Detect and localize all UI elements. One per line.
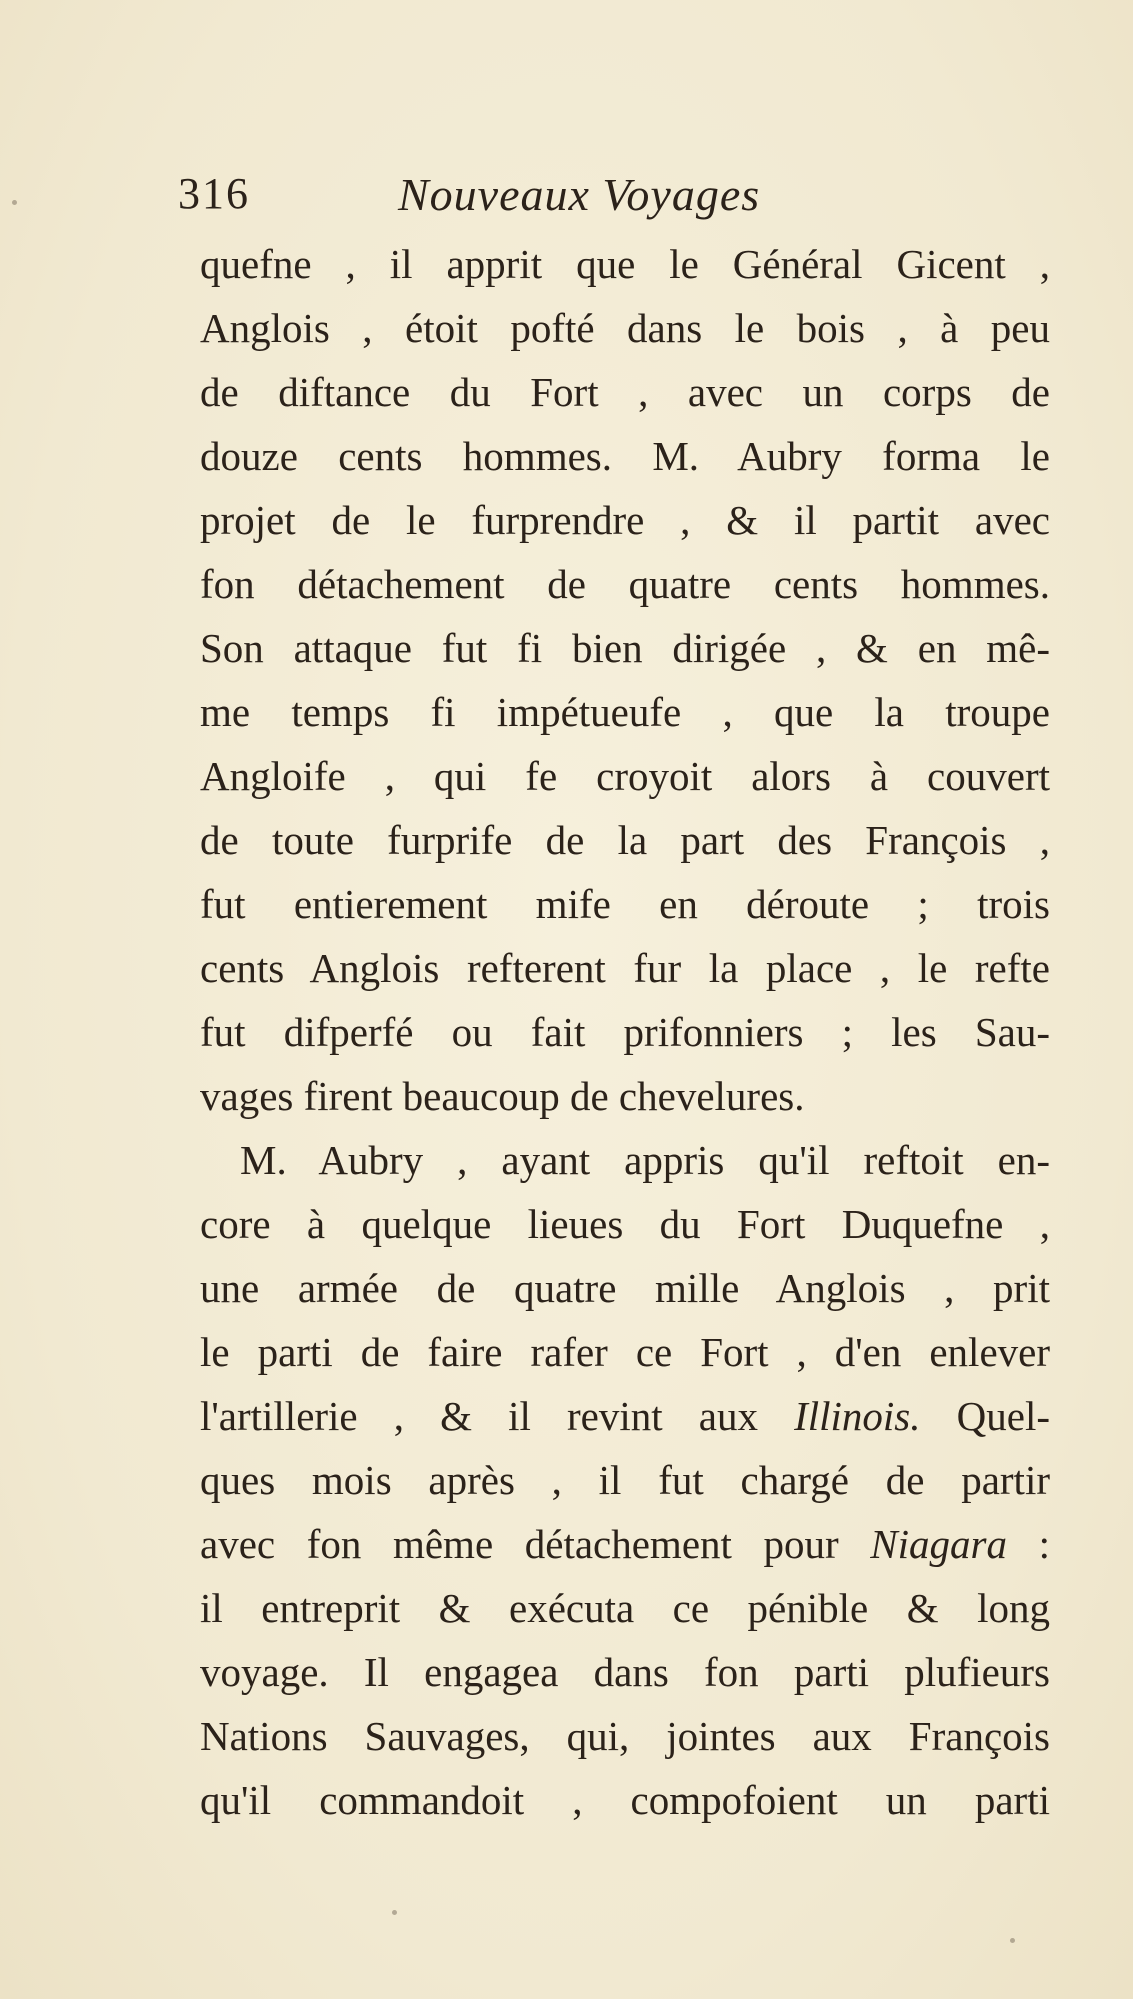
text-line: avec fon même détachement pour Niagara : bbox=[200, 1521, 1050, 1567]
text-line: le parti de faire rafer ce Fort , d'en enlever bbox=[200, 1329, 1050, 1375]
text-line: me temps fi impétueufe , que la troupe bbox=[200, 689, 1050, 735]
paper-speck bbox=[12, 200, 17, 205]
paper-speck bbox=[1010, 1938, 1015, 1943]
italic-place-name: Niagara bbox=[870, 1521, 1007, 1567]
text-line: fon détachement de quatre cents hommes. bbox=[200, 561, 1050, 607]
text-line: Son attaque fut fi bien dirigée , & en mê- bbox=[200, 625, 1050, 671]
text-line: M. Aubry , ayant appris qu'il reftoit en- bbox=[240, 1137, 1050, 1183]
text-line: fut entierement mife en déroute ; trois bbox=[200, 881, 1050, 927]
text-line: core à quelque lieues du Fort Duquefne , bbox=[200, 1201, 1050, 1247]
page-header bbox=[178, 168, 1058, 238]
body-text bbox=[200, 232, 1050, 1832]
text-line: il entreprit & exécuta ce pénible & long bbox=[200, 1585, 1050, 1631]
text-line: Anglois , étoit pofté dans le bois , à peu bbox=[200, 305, 1050, 351]
text-line: qu'il commandoit , compofoient un parti bbox=[200, 1777, 1050, 1823]
text-line: Angloife , qui fe croyoit alors à couvert bbox=[200, 753, 1050, 799]
text-line: l'artillerie , & il revint aux Illinois. Quel- bbox=[200, 1393, 1050, 1439]
text-line: de diftance du Fort , avec un corps de bbox=[200, 369, 1050, 415]
text-line: cents Anglois refterent fur la place , le refte bbox=[200, 945, 1050, 991]
text-line: ques mois après , il fut chargé de partir bbox=[200, 1457, 1050, 1503]
text-line: Nations Sauvages, qui, jointes aux François bbox=[200, 1713, 1050, 1759]
text-line: voyage. Il engagea dans fon parti plufieurs bbox=[200, 1649, 1050, 1695]
text-line: de toute furprife de la part des François , bbox=[200, 817, 1050, 863]
text-line: douze cents hommes. M. Aubry forma le bbox=[200, 433, 1050, 479]
text-line: projet de le furprendre , & il partit avec bbox=[200, 497, 1050, 543]
text-line: fut difperfé ou fait prifonniers ; les Sau- bbox=[200, 1009, 1050, 1055]
page-number: 316 bbox=[178, 169, 250, 218]
running-title: Nouveaux Voyages bbox=[398, 169, 761, 220]
text-line: vages firent beaucoup de chevelures. bbox=[200, 1073, 805, 1119]
text-line: quefne , il apprit que le Général Gicent , bbox=[200, 241, 1050, 287]
paper-speck bbox=[392, 1910, 397, 1915]
text-line: une armée de quatre mille Anglois , prit bbox=[200, 1265, 1050, 1311]
italic-place-name: Illinois. bbox=[794, 1393, 921, 1439]
